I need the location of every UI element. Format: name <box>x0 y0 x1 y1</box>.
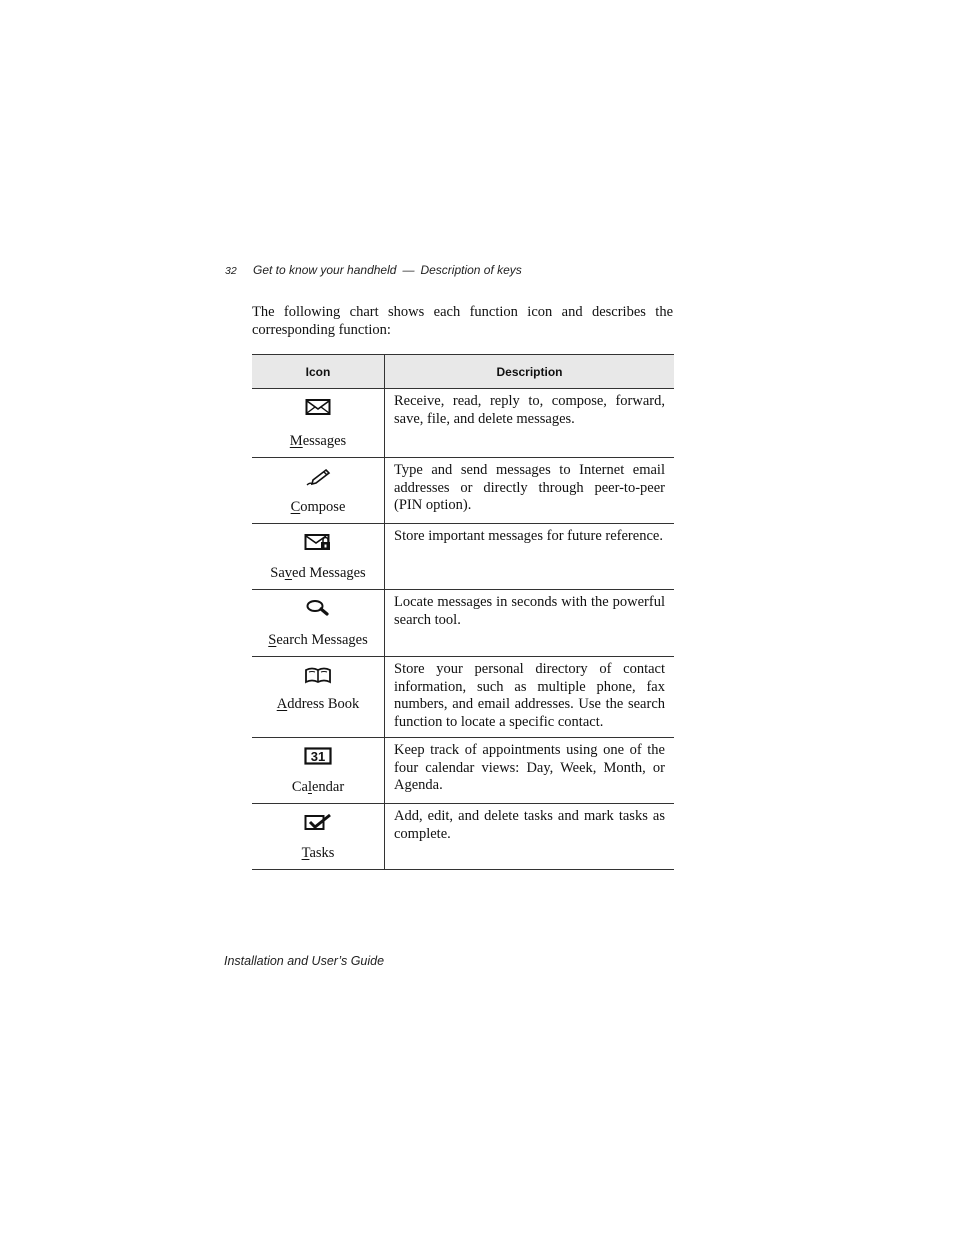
running-footer: Installation and User’s Guide <box>224 954 385 968</box>
open-book-icon <box>304 666 332 684</box>
description-column-header: Description <box>385 355 675 389</box>
page-number: 32 <box>225 265 237 277</box>
tasks-description: Add, edit, and delete tasks and mark tasks as complete. <box>385 804 675 870</box>
calendar-day-number: 31 <box>310 749 326 764</box>
chapter-title: Get to know your handheld <box>253 263 397 277</box>
saved-envelope-lock-icon <box>304 533 332 551</box>
running-header <box>225 263 522 277</box>
saved-messages-description: Store important messages for future reference. <box>385 524 675 590</box>
table-row <box>252 590 674 657</box>
search-messages-description: Locate messages in seconds with the powerful search tool. <box>385 590 675 657</box>
search-messages-label: Search Messages <box>268 632 368 648</box>
intro-paragraph: The following chart shows each function icon and describes the corresponding function: <box>252 304 673 338</box>
table-row <box>252 389 674 458</box>
envelope-icon <box>305 398 331 416</box>
table-row <box>252 458 674 524</box>
tasks-label: Tasks <box>301 845 335 861</box>
header-separator: — <box>402 263 415 277</box>
function-icon-table <box>252 354 674 870</box>
magnifier-icon <box>305 599 331 617</box>
saved-messages-label: Saved Messages <box>270 565 366 581</box>
calendar-description: Keep track of appointments using one of the four calendar views: Day, Week, Month, or Agenda. <box>385 738 675 804</box>
messages-label: Messages <box>289 433 347 449</box>
calendar-icon <box>304 747 332 765</box>
calendar-label: Calendar <box>291 779 345 795</box>
table-row <box>252 657 674 738</box>
address-book-label: Address Book <box>276 696 360 712</box>
section-title: Description of keys <box>420 263 522 277</box>
messages-description: Receive, read, reply to, compose, forward, save, file, and delete messages. <box>385 389 675 458</box>
table-row <box>252 804 674 870</box>
compose-label: Compose <box>290 499 346 515</box>
pen-icon <box>305 467 331 487</box>
checkbox-icon <box>304 813 332 831</box>
compose-description: Type and send messages to Internet email addresses or directly through peer-to-peer (PIN option). <box>385 458 675 524</box>
icon-column-header: Icon <box>252 355 385 389</box>
address-book-description: Store your personal directory of contact information, such as multiple phone, fax numbers, and email addresses. Use the search function to locate a specific contact. <box>385 657 675 738</box>
table-header-row <box>252 355 674 389</box>
table-row <box>252 524 674 590</box>
table-row <box>252 738 674 804</box>
